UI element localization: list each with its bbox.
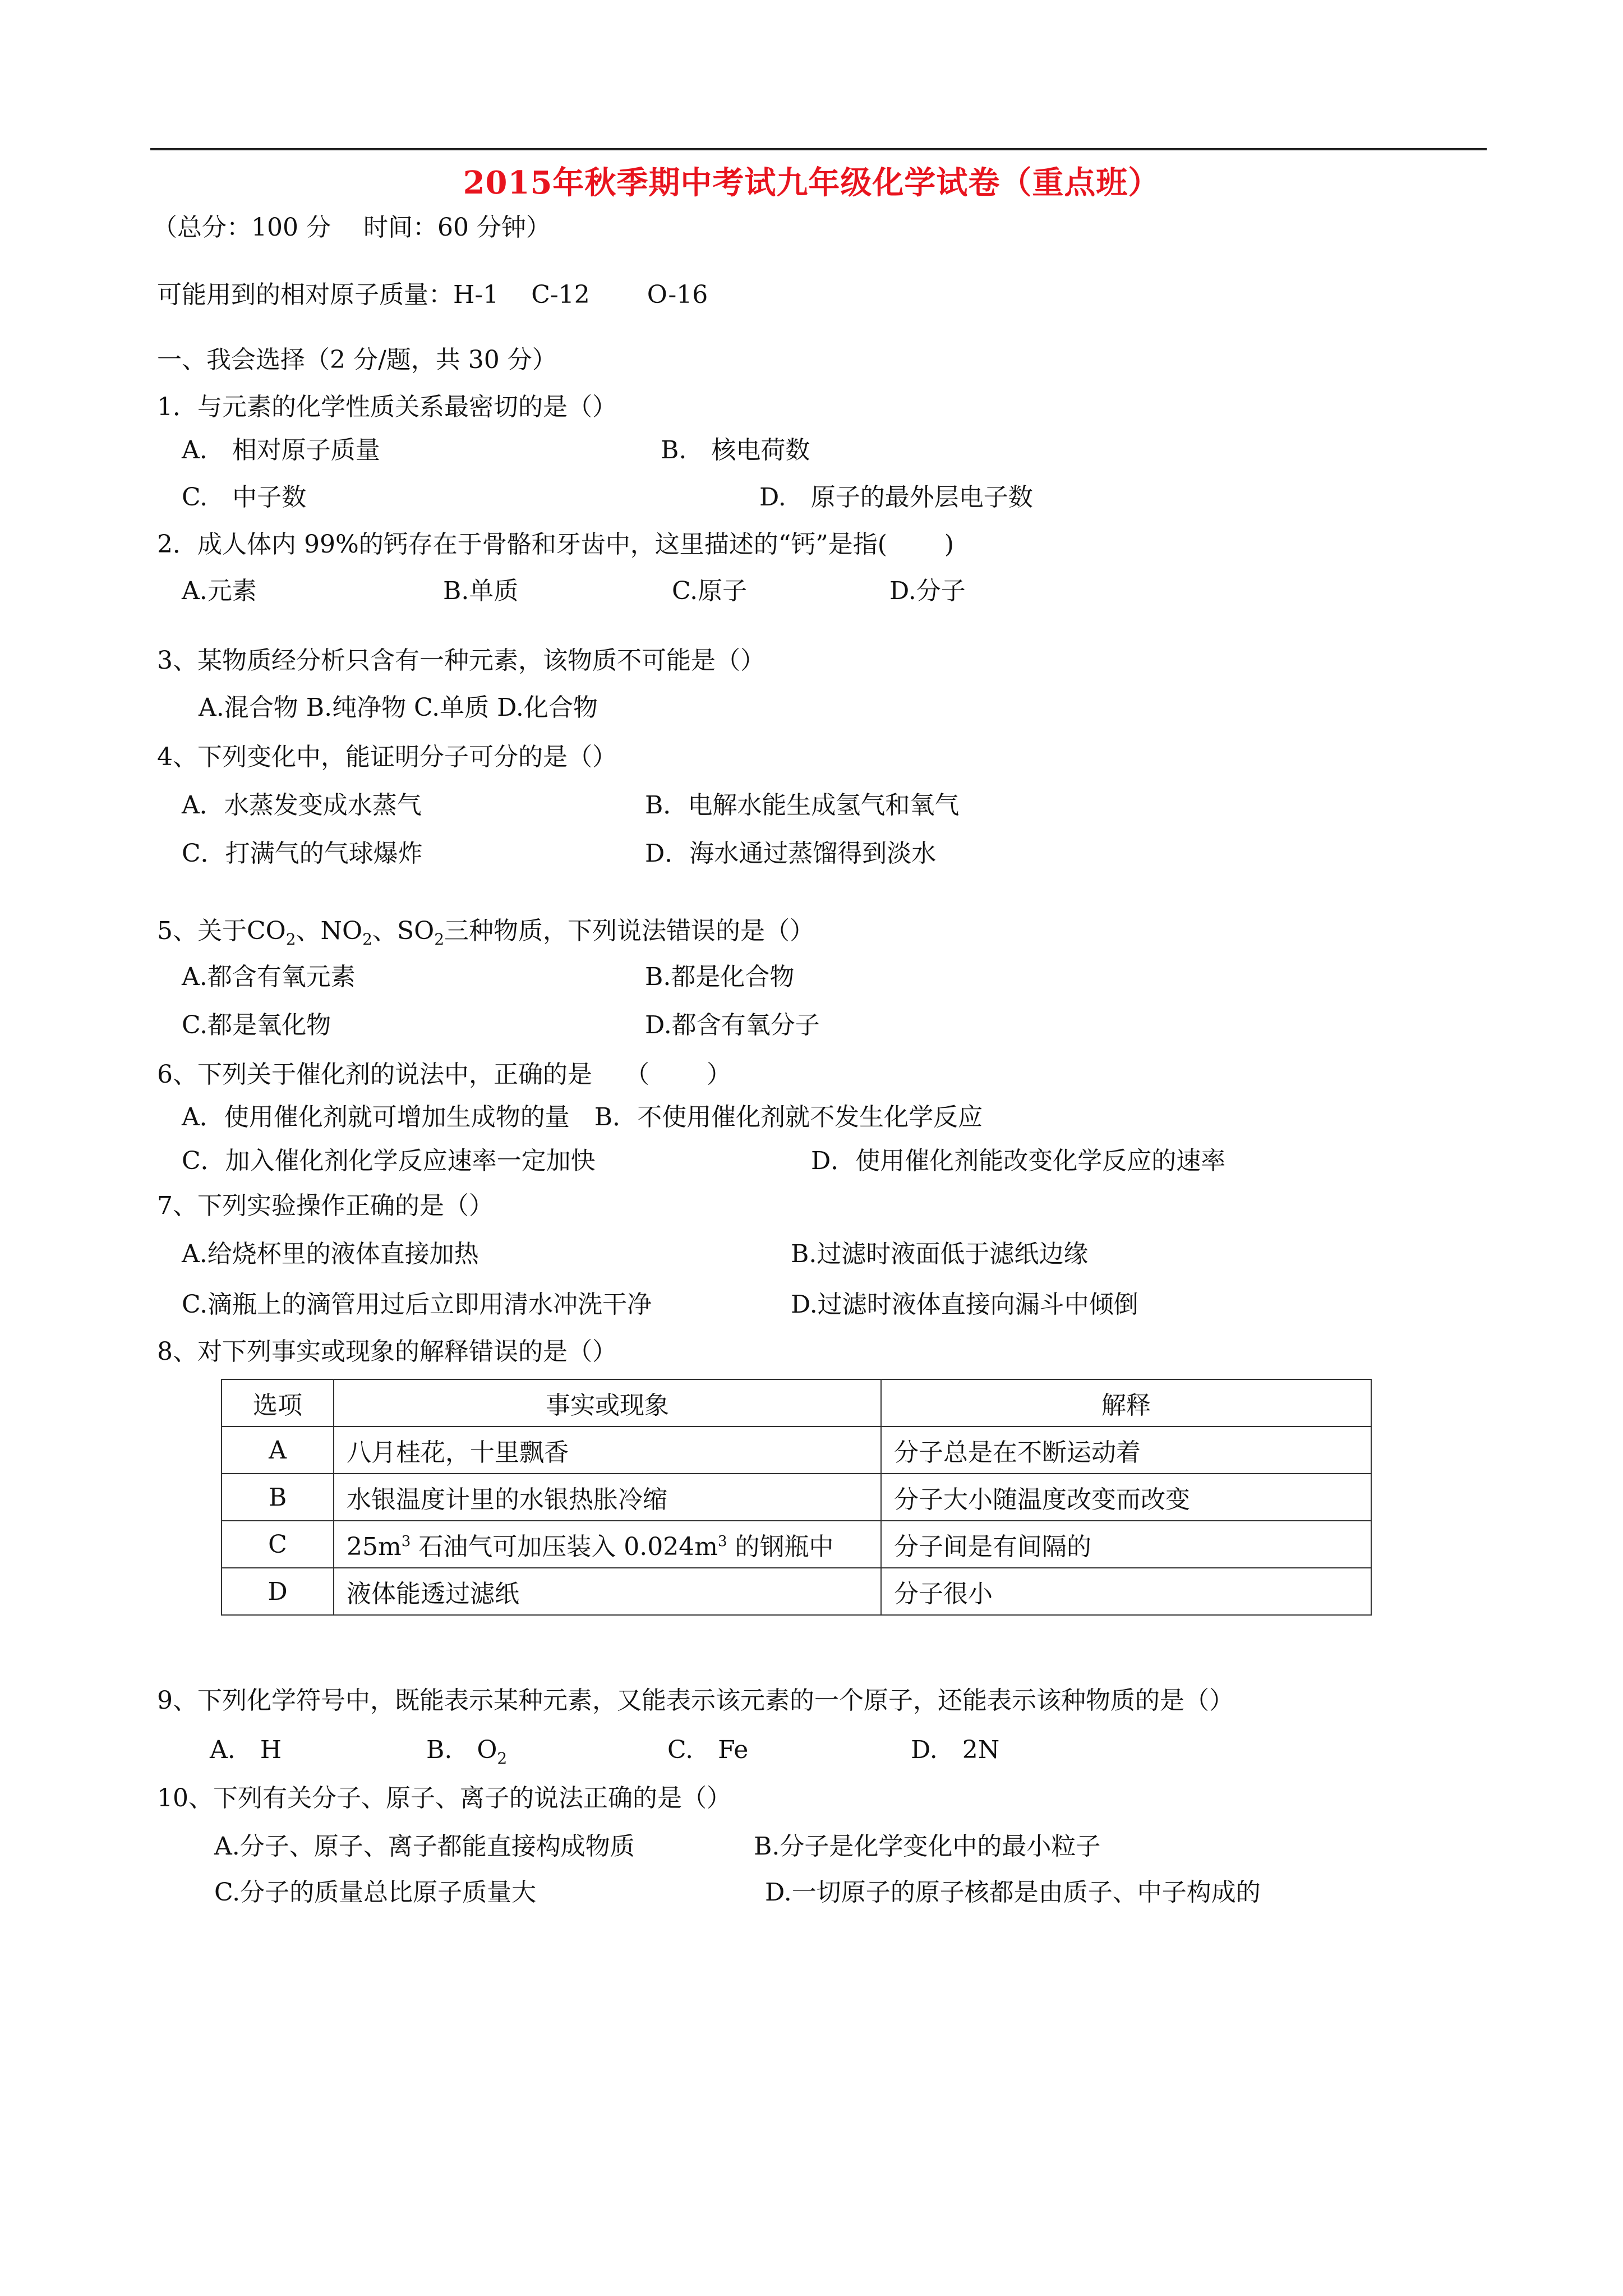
q1-option-b: B. 核电荷数 — [661, 436, 810, 464]
table-header-fact: 事实或现象 — [334, 1379, 881, 1427]
q7-option-c: C.滴瓶上的滴管用过后立即用清水冲洗干净 — [182, 1290, 652, 1319]
row-fact: 水银温度计里的水银热胀冷缩 — [334, 1474, 881, 1521]
q7-option-b: B.过滤时液面低于滤纸边缘 — [791, 1240, 1089, 1268]
table-row — [222, 1427, 1371, 1474]
q1-option-c: C. 中子数 — [182, 483, 307, 512]
q10-option-d: D.一切原子的原子核都是由质子、中子构成的 — [765, 1878, 1261, 1907]
question-6: 6、下列关于催化剂的说法中，正确的是 （ ） — [157, 1060, 731, 1089]
question-10: 10、下列有关分子、原子、离子的说法正确的是（） — [157, 1784, 731, 1812]
question-8: 8、对下列事实或现象的解释错误的是（） — [157, 1337, 617, 1366]
q1-option-d: D. 原子的最外层电子数 — [759, 483, 1033, 512]
question-4: 4、下列变化中，能证明分子可分的是（） — [157, 743, 617, 771]
question-2: 2．成人体内 99%的钙存在于骨骼和牙齿中，这里描述的“钙”是指( ) — [157, 530, 955, 559]
q10-option-c: C.分子的质量总比原子质量大 — [214, 1878, 537, 1907]
q7-option-d: D.过滤时液体直接向漏斗中倾倒 — [791, 1290, 1138, 1319]
row-explanation: 分子总是在不断运动着 — [881, 1427, 1371, 1474]
q2-option-d: D.分子 — [889, 577, 966, 605]
row-option: A — [222, 1427, 334, 1474]
table-row — [222, 1568, 1371, 1615]
q5-option-b: B.都是化合物 — [645, 963, 795, 991]
q9-option-c: C. Fe — [667, 1736, 749, 1764]
q1-option-a: A. 相对原子质量 — [182, 436, 380, 464]
row-fact: $25m^3$ 石油气可加压装入 $0.024m^3$ 的钢瓶中 — [334, 1521, 881, 1568]
q2-option-b: B.单质 — [443, 577, 519, 605]
exam-title: 2015年秋季期中考试九年级化学试卷（重点班） — [463, 164, 1160, 201]
table-row — [222, 1521, 1371, 1568]
score-time: （总分：100 分 时间：60 分钟） — [153, 213, 551, 242]
q4-option-b: B．电解水能生成氢气和氧气 — [645, 791, 960, 820]
q2-option-a: A.元素 — [182, 577, 257, 605]
q2-option-c: C.原子 — [672, 577, 748, 605]
row-fact: 液体能透过滤纸 — [334, 1568, 881, 1615]
row-option: D — [222, 1568, 334, 1615]
q6-options-ab: A．使用催化剂就可增加生成物的量 B．不使用催化剂就不发生化学反应 — [182, 1103, 983, 1131]
q7-option-a: A.给烧杯里的液体直接加热 — [182, 1240, 479, 1268]
row-explanation: 分子大小随温度改变而改变 — [881, 1474, 1371, 1521]
question-5: 5、关于$CO_2$、$NO_2$、$SO_2$三种物质，下列说法错误的是（） — [157, 917, 815, 949]
question-1: 1．与元素的化学性质关系最密切的是（） — [157, 393, 617, 421]
q5-option-c: C.都是氧化物 — [182, 1011, 331, 1039]
table-row — [222, 1474, 1371, 1521]
question-3: 3、某物质经分析只含有一种元素，该物质不可能是（） — [157, 646, 765, 675]
q4-option-d: D．海水通过蒸馏得到淡水 — [645, 839, 937, 868]
row-option: C — [222, 1521, 334, 1568]
question-7: 7、下列实验操作正确的是（） — [157, 1191, 494, 1220]
q10-option-b: B.分子是化学变化中的最小粒子 — [754, 1832, 1101, 1861]
header-rule — [150, 148, 1487, 150]
q9-option-b: B. $O_2$ — [426, 1736, 508, 1768]
table-header-row — [222, 1379, 1371, 1427]
q4-option-c: C．打满气的气球爆炸 — [182, 839, 423, 868]
question-9: 9、下列化学符号中，既能表示某种元素，又能表示该元素的一个原子，还能表示该种物质的是（） — [157, 1686, 1234, 1715]
q6-option-c: C．加入催化剂化学反应速率一定加快 — [182, 1147, 596, 1175]
row-explanation: 分子间是有间隔的 — [881, 1521, 1371, 1568]
q3-options: A.混合物 B.纯净物 C.单质 D.化合物 — [199, 693, 598, 722]
q6-option-d: D．使用催化剂能改变化学反应的速率 — [811, 1147, 1226, 1175]
q4-option-a: A．水蒸发变成水蒸气 — [182, 791, 422, 820]
row-option: B — [222, 1474, 334, 1521]
q10-option-a: A.分子、原子、离子都能直接构成物质 — [214, 1832, 635, 1861]
atomic-mass: 可能用到的相对原子质量：H-1 C-12 O-16 — [157, 280, 708, 309]
q5-option-a: A.都含有氧元素 — [182, 963, 356, 991]
table-header-option: 选项 — [222, 1379, 334, 1427]
section-heading: 一、我会选择（2 分/题，共 30 分） — [157, 346, 557, 374]
q9-option-d: D. 2N — [911, 1736, 1000, 1764]
q5-option-d: D.都含有氧分子 — [645, 1011, 820, 1039]
table-header-explanation: 解释 — [881, 1379, 1371, 1427]
row-explanation: 分子很小 — [881, 1568, 1371, 1615]
q9-option-a: A. H — [210, 1736, 282, 1764]
facts-table — [221, 1379, 1372, 1616]
row-fact: 八月桂花，十里飘香 — [334, 1427, 881, 1474]
